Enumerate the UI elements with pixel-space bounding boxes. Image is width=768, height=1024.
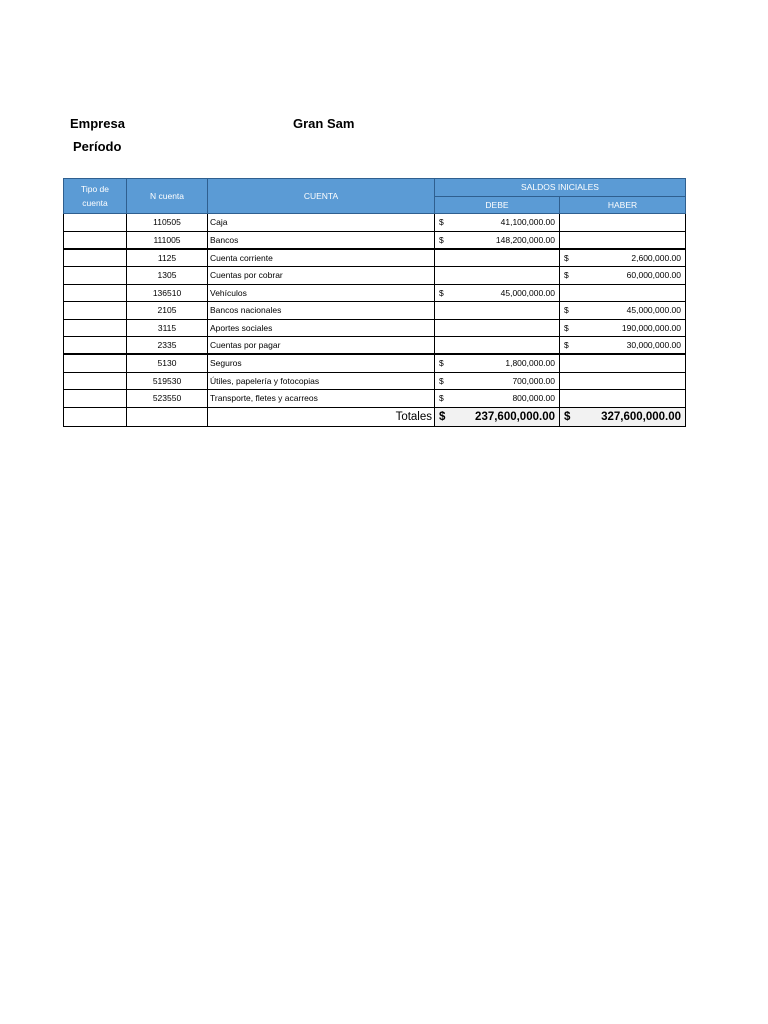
debe-cell	[435, 319, 560, 337]
col-header-cuenta: CUENTA	[208, 179, 435, 214]
totals-empty-2	[127, 407, 208, 426]
currency-symbol: $	[564, 323, 569, 334]
table-row	[64, 214, 686, 232]
n-cuenta-cell: 5130	[127, 354, 208, 372]
currency-symbol: $	[564, 305, 569, 316]
debe-cell	[435, 266, 560, 284]
amount-value: 45,000,000.00	[500, 287, 555, 298]
haber-cell	[560, 319, 686, 337]
cuenta-cell: Cuentas por pagar	[208, 337, 435, 355]
cuenta-cell: Cuenta corriente	[208, 249, 435, 267]
currency-symbol: $	[439, 375, 444, 386]
cuenta-cell: Transporte, fletes y acarreos	[208, 390, 435, 408]
table-row	[64, 302, 686, 320]
amount-value: 800,000.00	[512, 393, 555, 404]
table-row	[64, 249, 686, 267]
ledger-body	[64, 214, 686, 427]
currency-symbol: $	[439, 410, 446, 423]
n-cuenta-cell: 523550	[127, 390, 208, 408]
col-header-saldos-iniciales: SALDOS INICIALES	[435, 179, 686, 197]
amount-value: 60,000,000.00	[626, 270, 682, 281]
totals-row	[64, 407, 686, 426]
tipo-cell	[64, 284, 127, 302]
n-cuenta-cell: 2105	[127, 302, 208, 320]
tipo-cell	[64, 319, 127, 337]
debe-cell	[435, 372, 560, 390]
debe-cell	[435, 390, 560, 408]
haber-cell	[560, 284, 686, 302]
currency-symbol: $	[439, 217, 444, 228]
debe-cell	[435, 337, 560, 355]
amount-value: 2,600,000.00	[631, 252, 682, 263]
cuenta-cell: Seguros	[208, 354, 435, 372]
tipo-cell	[64, 372, 127, 390]
haber-cell	[560, 249, 686, 267]
haber-cell	[560, 372, 686, 390]
table-row	[64, 231, 686, 249]
haber-cell	[560, 302, 686, 320]
amount-value: 45,000,000.00	[626, 305, 682, 316]
totals-haber	[560, 407, 686, 426]
amount-value: 148,200,000.00	[495, 234, 555, 245]
haber-cell	[560, 231, 686, 249]
n-cuenta-cell: 1125	[127, 249, 208, 267]
table-row	[64, 337, 686, 355]
col-header-haber: HABER	[560, 196, 686, 214]
cuenta-cell: Cuentas por cobrar	[208, 266, 435, 284]
haber-cell	[560, 390, 686, 408]
tipo-cell	[64, 214, 127, 232]
amount-value: 327,600,000.00	[601, 410, 682, 423]
totals-debe	[435, 407, 560, 426]
col-header-debe: DEBE	[435, 196, 560, 214]
cuenta-cell: Útiles, papelería y fotocopias	[208, 372, 435, 390]
tipo-cell	[64, 337, 127, 355]
currency-symbol: $	[439, 234, 444, 245]
debe-cell	[435, 214, 560, 232]
haber-cell	[560, 337, 686, 355]
amount-value: 41,100,000.00	[500, 217, 555, 228]
cuenta-cell: Vehículos	[208, 284, 435, 302]
n-cuenta-cell: 1305	[127, 266, 208, 284]
periodo-label: Período	[73, 139, 122, 154]
cuenta-cell: Aportes sociales	[208, 319, 435, 337]
debe-cell	[435, 284, 560, 302]
haber-cell	[560, 354, 686, 372]
totals-empty-1	[64, 407, 127, 426]
tipo-cell	[64, 249, 127, 267]
table-row	[64, 372, 686, 390]
n-cuenta-cell: 111005	[127, 231, 208, 249]
n-cuenta-cell: 519530	[127, 372, 208, 390]
ledger-table	[63, 178, 686, 427]
table-row	[64, 266, 686, 284]
currency-symbol: $	[564, 252, 569, 263]
currency-symbol: $	[564, 410, 571, 423]
amount-value: 190,000,000.00	[621, 323, 682, 334]
debe-cell	[435, 302, 560, 320]
debe-cell	[435, 354, 560, 372]
currency-symbol: $	[564, 340, 569, 351]
tipo-cell	[64, 390, 127, 408]
amount-value: 700,000.00	[512, 375, 555, 386]
table-row	[64, 319, 686, 337]
col-header-n-cuenta: N cuenta	[127, 179, 208, 214]
table-row	[64, 354, 686, 372]
table-row	[64, 284, 686, 302]
cuenta-cell: Caja	[208, 214, 435, 232]
currency-symbol: $	[564, 270, 569, 281]
amount-value: 237,600,000.00	[475, 410, 555, 423]
amount-value: 1,800,000.00	[505, 358, 555, 369]
haber-cell	[560, 266, 686, 284]
n-cuenta-cell: 136510	[127, 284, 208, 302]
cuenta-cell: Bancos	[208, 231, 435, 249]
n-cuenta-cell: 110505	[127, 214, 208, 232]
n-cuenta-cell: 2335	[127, 337, 208, 355]
amount-value: 30,000,000.00	[626, 340, 682, 351]
haber-cell	[560, 214, 686, 232]
debe-cell	[435, 231, 560, 249]
tipo-cell	[64, 266, 127, 284]
currency-symbol: $	[439, 393, 444, 404]
n-cuenta-cell: 3115	[127, 319, 208, 337]
tipo-cell	[64, 302, 127, 320]
currency-symbol: $	[439, 287, 444, 298]
totals-label: Totales	[208, 407, 435, 426]
cuenta-cell: Bancos nacionales	[208, 302, 435, 320]
tipo-cell	[64, 231, 127, 249]
currency-symbol: $	[439, 358, 444, 369]
empresa-label: Empresa	[70, 116, 125, 131]
company-name: Gran Sam	[293, 116, 355, 131]
table-row	[64, 390, 686, 408]
col-header-tipo: Tipo de cuenta	[64, 179, 127, 214]
tipo-cell	[64, 354, 127, 372]
debe-cell	[435, 249, 560, 267]
